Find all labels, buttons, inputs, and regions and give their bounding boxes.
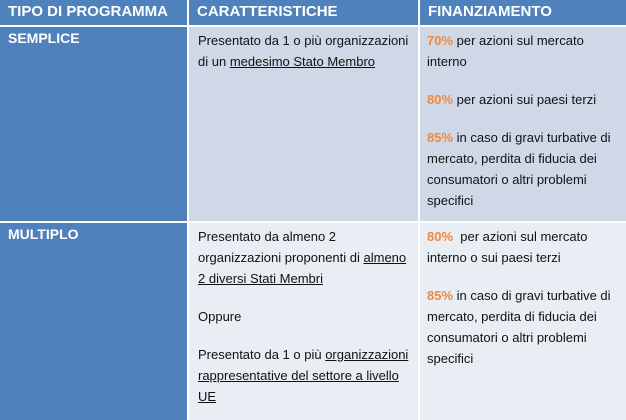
funding-percent: 70%: [427, 33, 454, 48]
funding-item: [427, 89, 624, 110]
feature-paragraph: [198, 344, 412, 407]
funding-text: in caso di gravi turbative di mercato, perdita di fiducia dei consumatori o altri problemi specifici: [427, 288, 611, 366]
funding-item: [427, 127, 624, 211]
funding-item: [427, 226, 624, 268]
funding-percent: 80%: [427, 92, 454, 107]
funding-text: in caso di gravi turbative di mercato, perdita di fiducia dei consumatori o altri problemi specifici: [427, 130, 611, 208]
header-funding: FINANZIAMENTO: [420, 0, 626, 25]
feature-text: Presentato da almeno 2 organizzazioni proponenti di: [198, 229, 364, 265]
header-program-type: TIPO DI PROGRAMMA: [0, 0, 187, 25]
row-multiplo-characteristics: [189, 223, 418, 420]
funding-item: [427, 285, 624, 369]
row-multiplo-type: MULTIPLO: [0, 223, 187, 420]
feature-text: Presentato da 1 o più organizzazioni di un: [198, 33, 409, 69]
header-characteristics: CARATTERISTICHE: [189, 0, 418, 25]
feature-paragraph: [198, 30, 412, 72]
feature-underlined-text: almeno 2 diversi Stati Membri: [198, 250, 407, 286]
row-multiplo-funding: [420, 223, 626, 420]
row-semplice-type: SEMPLICE: [0, 27, 187, 221]
feature-underlined-text: organizzazioni rappresentative del settore a livello UE: [198, 347, 409, 404]
feature-text: Presentato da 1 o più: [198, 347, 326, 362]
feature-paragraph: [198, 226, 412, 289]
funding-percent: 85%: [427, 130, 454, 145]
funding-percent: 80%: [427, 229, 454, 244]
funding-item: [427, 30, 624, 72]
funding-text: per azioni sul mercato interno o sui paesi terzi: [427, 229, 592, 265]
feature-underlined-text: medesimo Stato Membro: [229, 54, 376, 69]
row-semplice-funding: [420, 27, 626, 221]
row-semplice-characteristics: [189, 27, 418, 221]
funding-text: per azioni sui paesi terzi: [453, 92, 597, 107]
funding-percent: 85%: [427, 288, 454, 303]
funding-text: per azioni sul mercato interno: [427, 33, 584, 69]
feature-text: Oppure: [198, 309, 242, 324]
feature-paragraph: [198, 306, 412, 327]
